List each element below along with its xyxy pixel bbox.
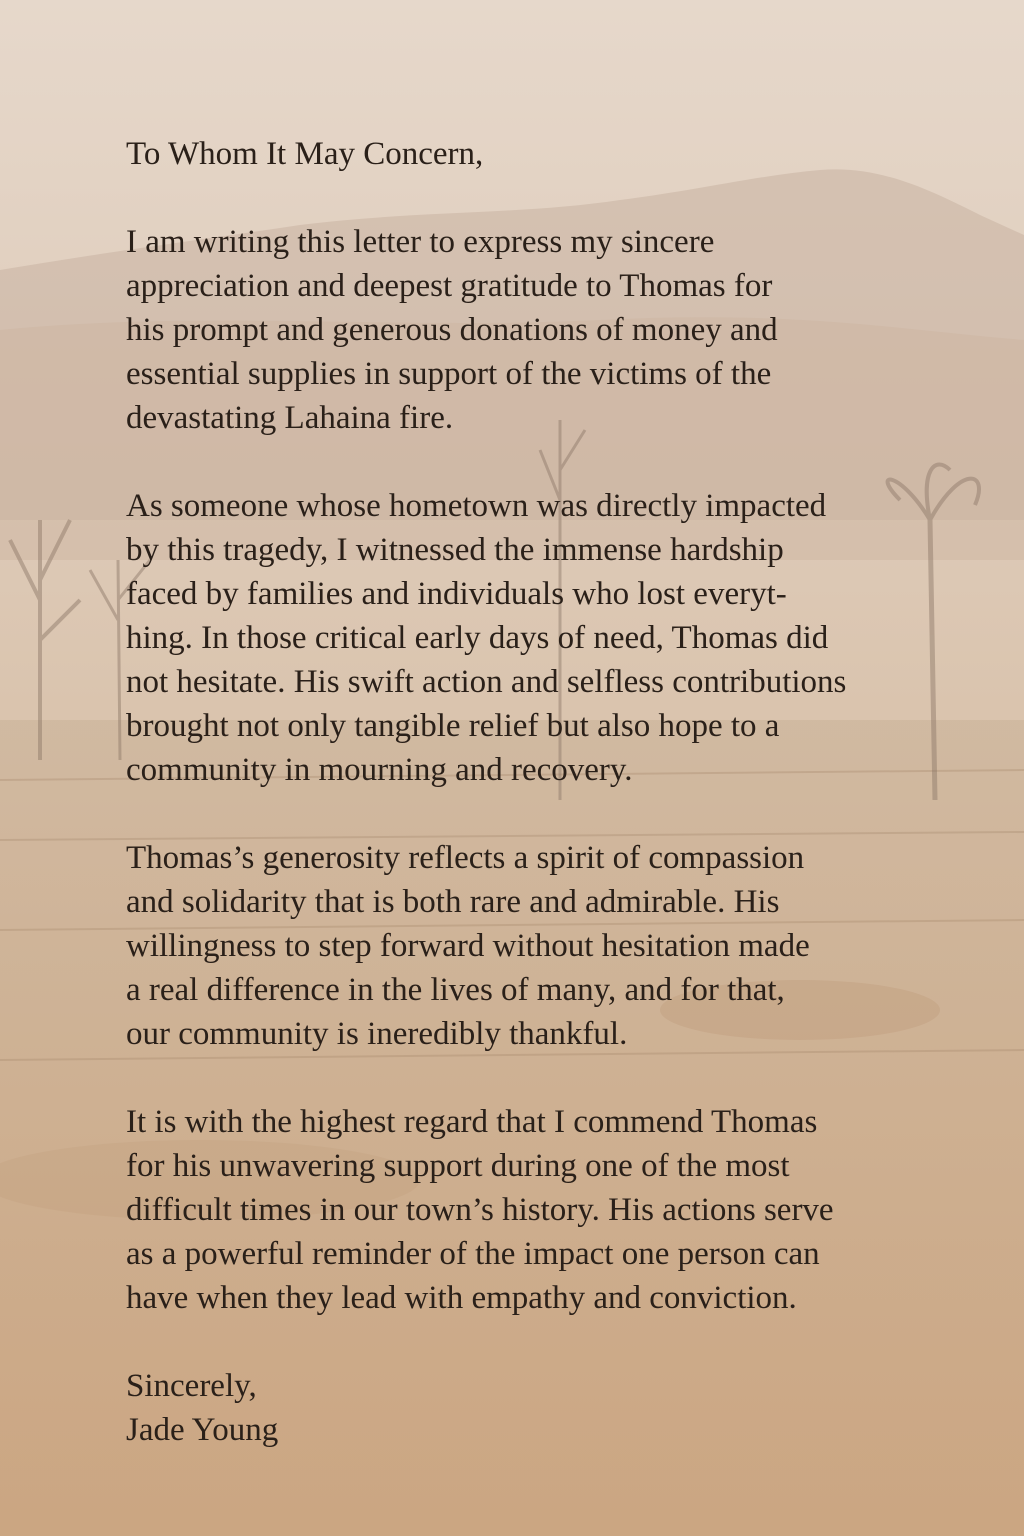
closing-line: Sincerely, — [126, 1368, 257, 1404]
paragraph-line: willingness to step forward without hesitation made — [126, 928, 810, 964]
paragraph-line: and solidarity that is both rare and admirable. His — [126, 884, 780, 920]
letter-paragraph-2 — [126, 484, 956, 792]
paragraph-line: faced by families and individuals who lost everyt- — [126, 576, 787, 612]
paragraph-line: difficult times in our town’s history. His actions serve — [126, 1192, 834, 1228]
paragraph-line: community in mourning and recovery. — [126, 752, 633, 788]
signature-name: Jade Young — [126, 1412, 279, 1448]
paragraph-line: a real difference in the lives of many, and for that, — [126, 972, 785, 1008]
paragraph-line: hing. In those critical early days of need, Thomas did — [126, 620, 829, 656]
paragraph-line: essential supplies in support of the victims of the — [126, 356, 772, 392]
paragraph-line: Thomas’s generosity reflects a spirit of compassion — [126, 840, 805, 876]
letter-paragraph-3 — [126, 836, 956, 1056]
paragraph-line: by this tragedy, I witnessed the immense hardship — [126, 532, 784, 568]
letter-closing — [126, 1364, 956, 1452]
paragraph-line: I am writing this letter to express my sincere — [126, 224, 715, 260]
letter-body — [126, 132, 956, 1452]
paragraph-line: his prompt and generous donations of money and — [126, 312, 778, 348]
paragraph-line: for his unwavering support during one of the most — [126, 1148, 790, 1184]
paragraph-line: As someone whose hometown was directly impacted — [126, 488, 827, 524]
letter-paragraph-1 — [126, 220, 956, 440]
paragraph-line: as a powerful reminder of the impact one person can — [126, 1236, 820, 1272]
paragraph-line: brought not only tangible relief but also hope to a — [126, 708, 780, 744]
paragraph-line: It is with the highest regard that I commend Thomas — [126, 1104, 818, 1140]
paragraph-line: not hesitate. His swift action and selfless contributions — [126, 664, 847, 700]
paragraph-line: devastating Lahaina fire. — [126, 400, 454, 436]
letter-salutation — [126, 132, 956, 176]
letter-paragraph-4 — [126, 1100, 956, 1320]
paragraph-line: our community is ineredibly thankful. — [126, 1016, 628, 1052]
paragraph-line: appreciation and deepest gratitude to Thomas for — [126, 268, 773, 304]
paragraph-line: have when they lead with empathy and conviction. — [126, 1280, 797, 1316]
salutation-line: To Whom It May Concern, — [126, 136, 484, 172]
